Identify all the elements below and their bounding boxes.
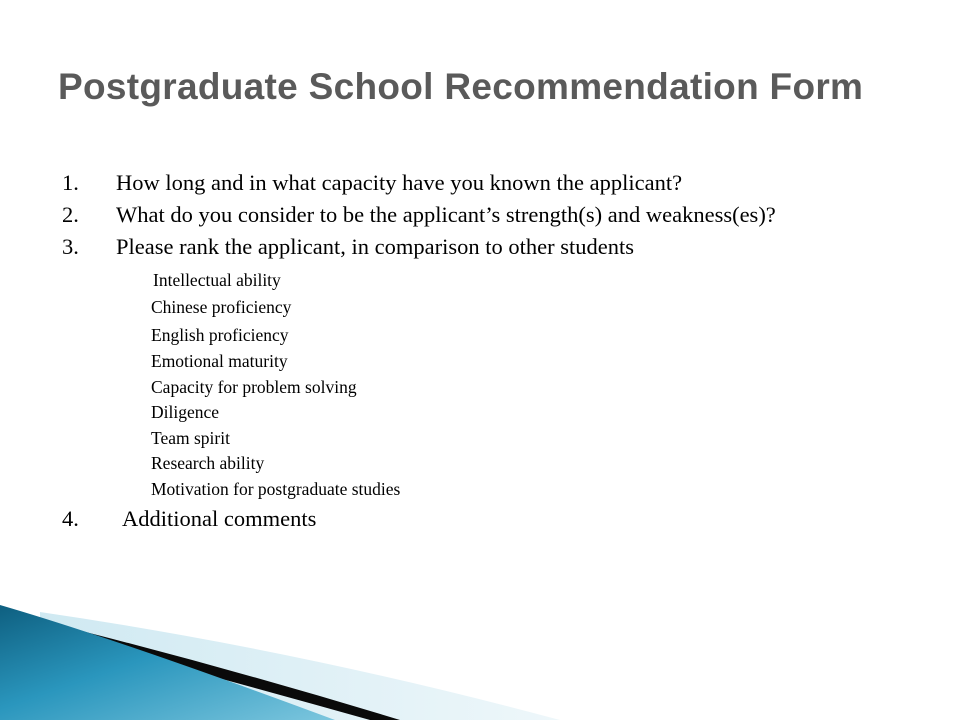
question-number: 1.: [62, 170, 79, 195]
question-1: [62, 170, 682, 196]
question-text: Additional comments: [122, 506, 317, 531]
question-text: How long and in what capacity have you known the applicant?: [116, 170, 683, 195]
ranking-item: Emotional maturity: [151, 351, 288, 371]
page-title: Postgraduate School Recommendation Form: [58, 66, 864, 107]
ranking-item: Chinese proficiency: [151, 297, 292, 317]
question-text: Please rank the applicant, in comparison to other students: [116, 234, 634, 259]
ranking-item: Motivation for postgraduate studies: [151, 479, 401, 499]
question-3: [62, 234, 634, 260]
ranking-item: Research ability: [151, 453, 265, 473]
question-number: 3.: [62, 234, 79, 259]
question-4: [62, 506, 316, 532]
ranking-item: Capacity for problem solving: [151, 377, 357, 397]
question-text: What do you consider to be the applicant’s strength(s) and weakness(es)?: [116, 202, 776, 227]
ranking-item: Diligence: [151, 402, 220, 422]
question-number: 2.: [62, 202, 79, 227]
ranking-item: English proficiency: [151, 325, 289, 345]
ranking-item: Team spirit: [151, 428, 230, 448]
question-2: [62, 202, 776, 228]
ranking-item: Intellectual ability: [153, 270, 281, 290]
question-number: 4.: [62, 506, 79, 531]
